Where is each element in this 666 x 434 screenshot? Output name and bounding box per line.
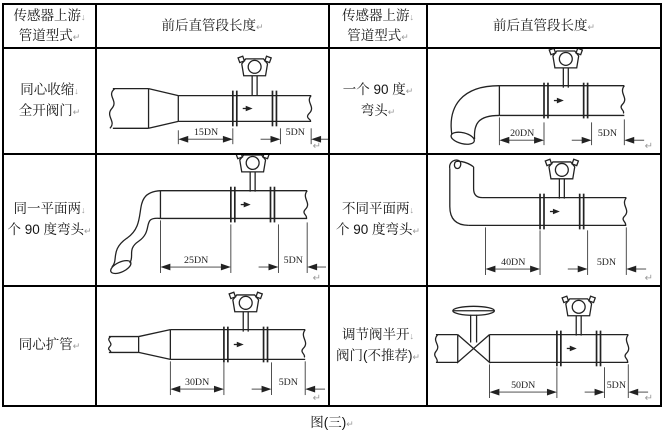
header-line: 管道型式 [18,28,73,43]
paragraph-mark: ↵ [412,226,421,237]
header-upstream-type-right [329,4,427,48]
label-concentric-expander [3,286,96,406]
table-row [3,286,661,406]
dim-label-small: 5DN [285,127,305,139]
dim-label-small: 5DN [606,380,627,392]
diagram-two-elbows-different-planes [427,154,661,286]
diagram-half-open-valve [427,286,661,406]
label-line: 一个 90 度 [342,82,406,98]
header-line: 传感器上游 [342,7,410,23]
table-row [3,154,661,286]
paragraph-mark: ↵ [312,272,321,284]
header-line: 前后直管段长度 [492,17,588,33]
dim-label-main: 15DN [193,127,219,139]
paragraph-mark: ↵ [72,107,81,118]
soft-break-mark: ↓ [409,205,414,216]
dim-label-small: 5DN [597,128,618,140]
paragraph-mark: ↵ [401,32,409,42]
label-two-elbows-same-plane [3,154,96,286]
header-line: 前后直管段长度 [161,17,256,33]
label-line: 同一平面两 [13,201,81,217]
label-line: 个 90 度弯头 [335,222,413,238]
paragraph-mark: ↵ [312,392,321,404]
paragraph-mark: ↵ [412,351,421,362]
soft-break-mark: ↓ [409,331,414,342]
paragraph-mark: ↵ [346,418,354,429]
flowmeter-icon [224,292,268,362]
dim-label-main: 20DN [510,128,535,140]
dim-label-small: 5DN [283,255,303,267]
table-row [3,48,661,154]
paragraph-mark: ↵ [644,141,653,153]
paragraph-mark: ↵ [644,392,653,404]
label-line: 阀门(不推荐) [335,347,413,363]
label-line: 个 90 度弯头 [7,222,84,238]
diagram-two-elbows-same-plane [96,154,329,286]
label-half-open-valve [329,286,427,406]
dim-label-main: 25DN [184,255,209,267]
soft-break-mark: ↓ [81,205,86,216]
label-two-elbows-different-planes [329,154,427,286]
header-line: 传感器上游 [13,7,81,23]
paragraph-mark: ↵ [72,341,81,352]
label-line: 全开阀门 [18,103,73,119]
dim-label-main: 50DN [511,380,536,392]
label-line: 同心扩管 [18,337,73,353]
header-straight-length-right [427,4,661,48]
flowmeter-icon [540,159,584,229]
dim-label-small: 5DN [596,257,617,269]
pipe-diagram-reducer [97,49,328,153]
diagram-single-elbow [427,48,661,154]
paragraph-mark: ↵ [312,141,321,153]
flowmeter-icon [233,56,277,126]
header-upstream-type-left [3,4,96,48]
label-line: 调节阀半开 [342,327,410,343]
label-line: 同心收缩 [20,82,75,98]
dim-label-small: 5DN [278,377,298,389]
label-single-elbow [329,48,427,154]
soft-break-mark: ↓ [81,11,86,22]
dim-label-main: 30DN [185,377,210,389]
paragraph-mark: ↵ [72,32,81,42]
header-row [3,4,661,48]
diagram-concentric-reducer [96,48,329,154]
label-line: 不同平面两 [342,201,410,217]
label-concentric-reducer [3,48,96,154]
flowmeter-icon [231,155,275,222]
installation-table [2,3,662,407]
paragraph-mark: ↵ [587,21,596,32]
flowmeter-icon [557,296,601,366]
header-straight-length-left [96,4,329,48]
flowmeter-icon [544,49,588,118]
pipe-diagram-vertical-elbow [428,155,660,285]
paragraph-mark: ↵ [405,86,414,97]
paragraph-mark: ↵ [644,272,653,284]
header-line: 管道型式 [347,28,402,43]
dim-label-main: 40DN [501,257,526,269]
label-line: 弯头 [360,103,388,119]
figure-caption [2,407,662,431]
paragraph-mark: ↵ [83,226,92,237]
soft-break-mark: ↓ [409,11,414,22]
diagram-concentric-expander [96,286,329,406]
pipe-diagram-elbow [428,49,660,153]
pipe-diagram-s-bend [97,155,328,285]
soft-break-mark: ↓ [74,86,79,97]
paragraph-mark: ↵ [387,107,396,118]
caption-text: 图(三) [310,414,347,430]
pipe-diagram-expander [97,287,328,405]
pipe-diagram-valve [428,287,660,405]
paragraph-mark: ↵ [255,21,264,32]
